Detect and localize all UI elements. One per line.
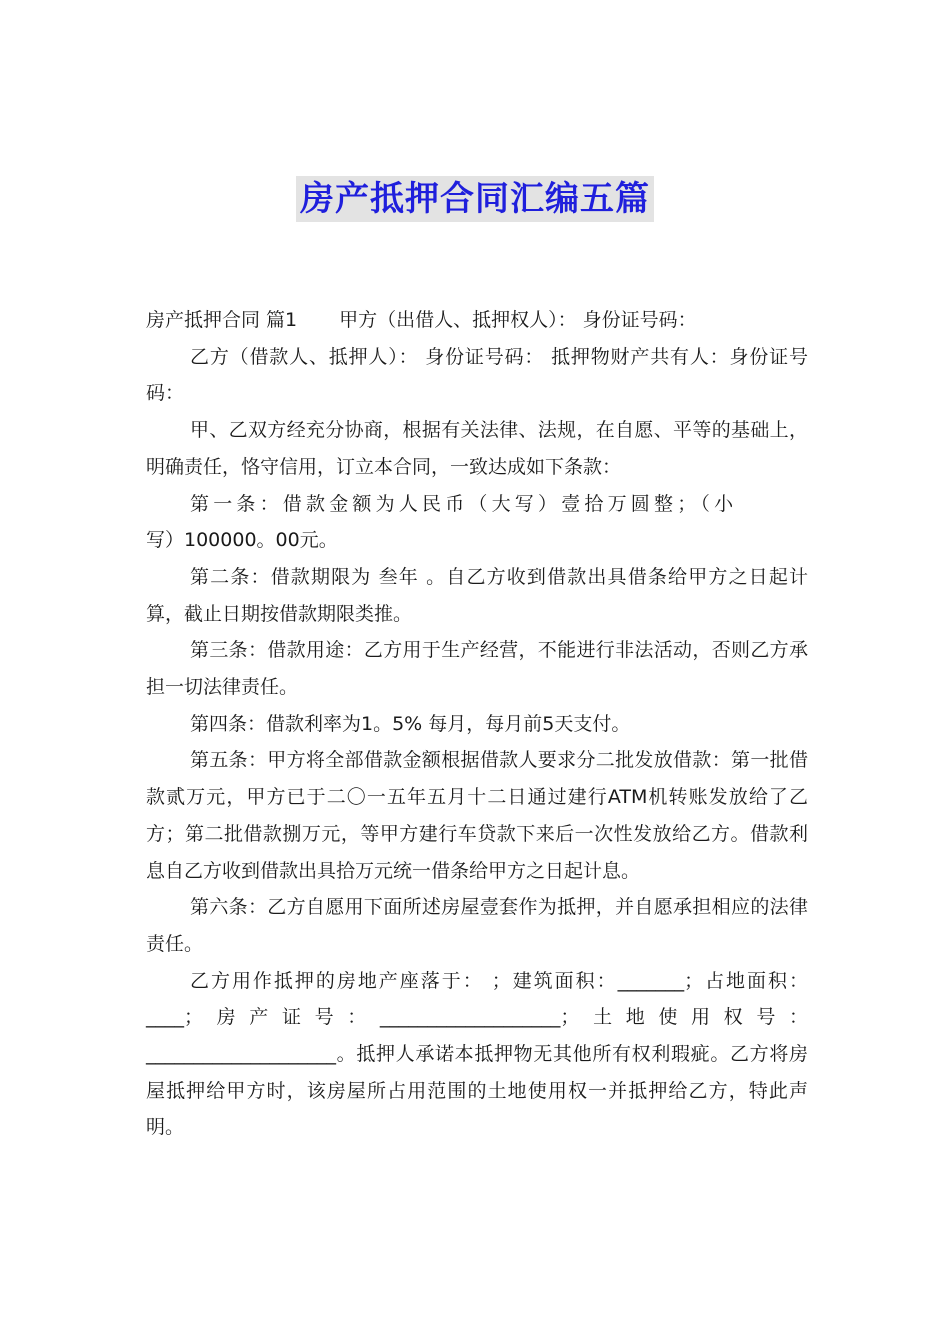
- section-heading: 房产抵押合同 篇1: [146, 309, 298, 331]
- collateral-paragraph: 乙方用作抵押的房地产座落于： ；建筑面积：_______；占地面积：____；房产证号：___________________；土地使用权号：____________________。抵押人承诺本抵押物无其他所有权利瑕疵。乙方将房屋抵押给甲方时，该房屋所占用范围的土地使用权一并抵押给乙方，特此声明。: [146, 969, 808, 1139]
- document-title: 房产抵押合同汇编五篇: [296, 176, 654, 222]
- article-2-paragraph: 第二条：借款期限为 叁年 。自乙方收到借款出具借条给甲方之日起计算，截止日期按借款期限类推。: [146, 565, 808, 625]
- paragraph-heading-line: [146, 302, 808, 339]
- title-wrap: [0, 176, 950, 222]
- article-6-paragraph: 第六条：乙方自愿用下面所述房屋壹套作为抵押，并自愿承担相应的法律责任。: [146, 896, 808, 955]
- article-3-paragraph: 第三条：借款用途：乙方用于生产经营，不能进行非法活动，否则乙方承担一切法律责任。: [146, 639, 808, 699]
- article-1-line1: 第一条：借款金额为人民币（大写）壹拾万圆整；（小: [190, 492, 738, 515]
- party-a-line: 甲方（出借人、抵押权人）： 身份证号码：: [339, 309, 697, 331]
- contract-body: [146, 302, 808, 1146]
- article-4-paragraph: 第四条：借款利率为1。5% 每月，每月前5天支付。: [190, 712, 631, 735]
- preamble-paragraph: 甲、乙双方经充分协商，根据有关法律、法规，在自愿、平等的基础上，明确责任，恪守信用，订立本合同，一致达成如下条款：: [146, 419, 808, 478]
- article-1-line2: 写）100000。00元。: [146, 529, 338, 552]
- article-5-paragraph: 第五条：甲方将全部借款金额根据借款人要求分二批发放借款：第一批借款贰万元，甲方已于二〇一五年五月十二日通过建行ATM机转账发放给了乙方；第二批借款捌万元，等甲方建行车贷款下来后一次性发放给乙方。借款利息自乙方收到借款出具拾万元统一借条给甲方之日起计息。: [146, 749, 808, 882]
- party-b-paragraph: 乙方（借款人、抵押人）： 身份证号码： 抵押物财产共有人：身份证号码：: [146, 345, 808, 405]
